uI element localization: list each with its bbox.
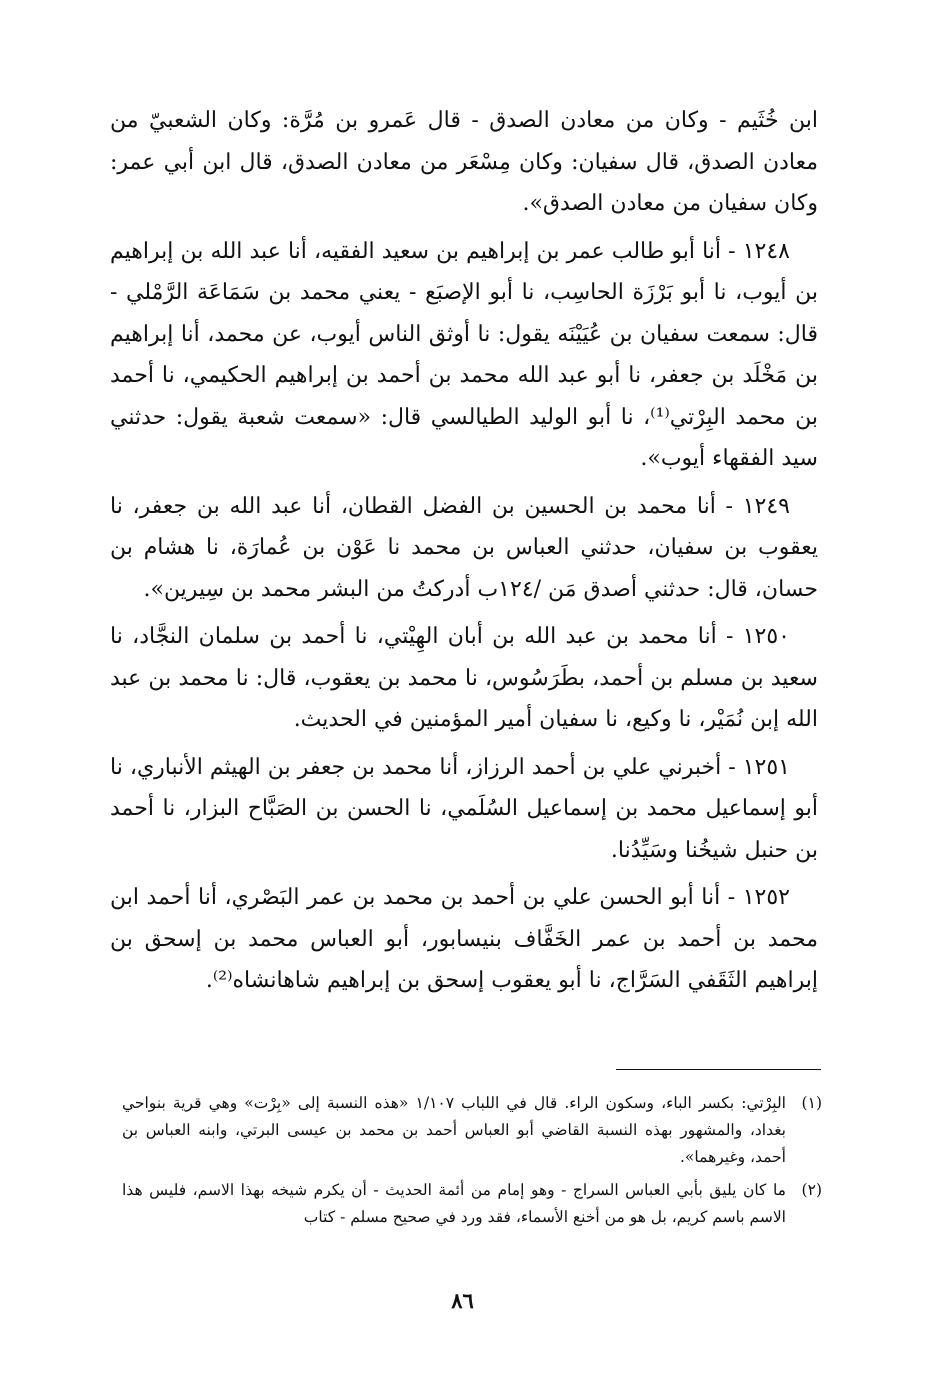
footnote-1: [122, 1090, 822, 1171]
footnote-2: [122, 1177, 822, 1231]
footnotes-block: [122, 1090, 822, 1237]
footnote-number: (١): [801, 1094, 822, 1112]
paragraph-continuation: ابن خُثَيم - وكان من معادن الصدق - قال عَمرو بن مُرَّة: وكان الشعبيّ من معادن الصدق، قال سفيان: وكان مِسْعَر من معادن الصدق، قال ابن أبي عمر: وكان سفيان من معادن الصدق».: [110, 108, 818, 216]
paragraph-1249: ١٢٤٩ - أنا محمد بن الحسين بن الفضل القطان، أنا عبد الله بن جعفر، نا يعقوب بن سفيان، حدثني العباس بن محمد نا عَوْن بن عُمارَة، نا هشام بن حسان، قال: حدثني أصدق مَن /١٢٤ب أدركتُ من البشر محمد بن سِيرين».: [110, 493, 818, 602]
paragraph-1250: ١٢٥٠ - أنا محمد بن عبد الله بن أبان الهِيْتي، نا أحمد بن سلمان النجَّاد، نا سعيد بن مسلم بن أحمد، بطَرَسُوس، نا محمد بن يعقوب، قال: نا محمد بن عبد الله إبن نُمَيْر، نا وكيع، نا سفيان أمير المؤمنين في الحديث.: [110, 624, 818, 732]
footnote-separator: [616, 1069, 821, 1070]
paragraph-1251: ١٢٥١ - أخبرني علي بن أحمد الرزاز، أنا محمد بن جعفر بن الهيثم الأنباري، نا أبو إسماعيل محمد بن إسماعيل السُلَمي، نا الحسن بن الصَبَّاح البزار، نا أحمد بن حنبل شيخُنا وسَيِّدُنا.: [110, 754, 818, 863]
page-number: ٨٦: [451, 1288, 474, 1313]
paragraph-1252: ١٢٥٢ - أنا أبو الحسن علي بن أحمد بن محمد بن عمر البَصْري، أنا أحمد ابن محمد بن أحمد بن عمر الخَفَّاف بنيسابور، أبو العباس محمد بن إسحق بن إبراهيم الثَقَفي السَرَّاج، نا أبو يعقوب إسحق بن إبراهيم شاهانشاه⁽²⁾.: [110, 885, 818, 993]
footnote-text: ما كان يليق بأبي العباس السراج - وهو إمام من أئمة الحديث - أن يكرم شيخه بهذا الاسم، فليس هذا الاسم باسم كريم، بل هو من أخنع الأسماء، فقد ورد في صحيح مسلم - كتاب: [122, 1181, 786, 1226]
footnote-text: البِرْتي: بكسر الباء، وسكون الراء. قال في اللباب ١/١٠٧ «هذه النسبة إلى «بِرْت» وهي قرية بنواحي بغداد، والمشهور بهذه النسبة القاضي أبو العباس أحمد بن محمد بن عيسى البرتي، وابنه العباس بن أحمد، وغيرهما».: [122, 1094, 786, 1166]
paragraph-1248: ١٢٤٨ - أنا أبو طالب عمر بن إبراهيم بن سعيد الفقيه، أنا عبد الله بن إبراهيم بن أيوب، نا أبو بَرْزَة الحاسِب، نا أبو الإصبَع - يعني محمد بن سَمَاعَة الرَّمْلي - قال: سمعت سفيان بن عُيَيْنَه يقول: نا أوثق الناس أيوب، عن محمد، أنا إبراهيم بن مَخْلَد بن جعفر، نا أبو عبد الله محمد بن أحمد بن إبراهيم الحكيمي، نا أحمد بن محمد البِرْتي⁽¹⁾، نا أبو الوليد الطيالسي قال: «سمعت شعبة يقول: حدثني سيد الفقهاء أيوب».: [110, 238, 818, 471]
footnote-number: (٢): [801, 1181, 822, 1199]
main-text-block: [110, 100, 818, 1008]
